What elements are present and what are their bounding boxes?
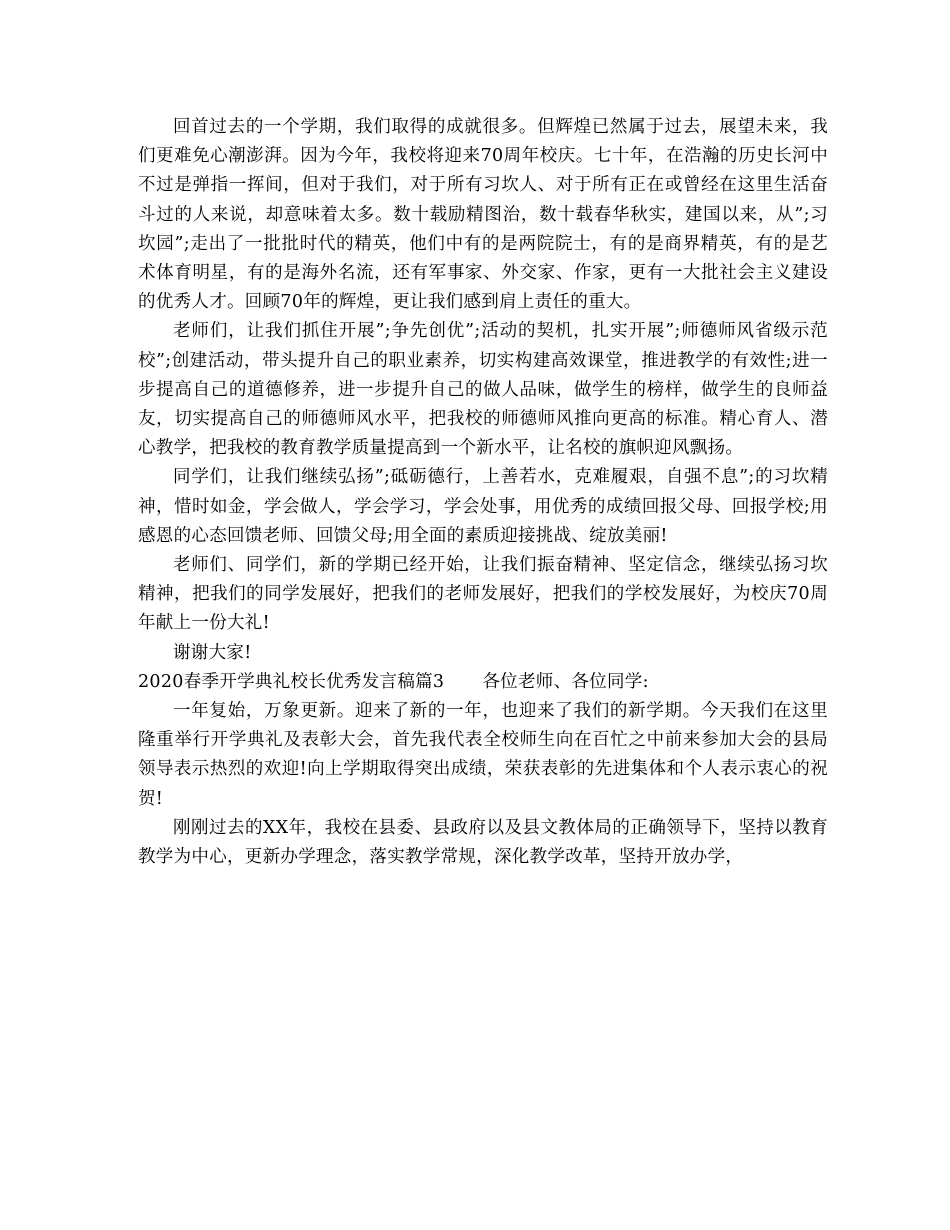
section-title: 2020春季开学典礼校长优秀发言稿篇3	[138, 671, 445, 692]
salutation: 各位老师、各位同学:	[482, 671, 649, 692]
paragraph-past-year: 刚刚过去的XX年，我校在县委、县政府以及县文教体局的正确领导下，坚持以教育教学为中心，更新办学理念，落实教学常规，深化教学改革，坚持开放办学，	[138, 817, 828, 868]
paragraph-new-term: 老师们、同学们，新的学期已经开始，让我们振奋精神、坚定信念，继续弘扬习坎精神，把我们的同学发展好，把我们的老师发展好，把我们的学校发展好，为校庆70周年献上一份大礼!	[138, 555, 828, 634]
paragraph-teachers-call: 老师们，让我们抓住开展”;争先创优”;活动的契机，扎实开展”;师德师风省级示范校”;创建活动，带头提升自己的职业素养，切实构建高效课堂，推进教学的有效性;进一步提高自己的道德修养，进一步提升自己的做人品味，做学生的榜样，做学生的良师益友，切实提高自己的师德师风水平，把我校的师德师风推向更高的标准。精心育人、潜心教学，把我校的教育教学质量提高到一个新水平，让名校的旗帜迎风飘扬。	[138, 321, 828, 459]
paragraph-achievements: 回首过去的一个学期，我们取得的成就很多。但辉煌已然属于过去，展望未来，我们更难免心潮澎湃。因为今年，我校将迎来70周年校庆。七十年，在浩瀚的历史长河中不过是弹指一挥间，但对于我们，对于所有习坎人、对于所有正在或曾经在这里生活奋斗过的人来说，却意味着太多。数十载励精图治，数十载春华秋实，建国以来，从”;习坎园”;走出了一批批时代的精英，他们中有的是两院院士，有的是商界精英，有的是艺术体育明星，有的是海外名流，还有军事家、外交家、作家，更有一大批社会主义建设的优秀人才。回顾70年的辉煌，更让我们感到肩上责任的重大。	[138, 117, 828, 313]
paragraph-thanks: 谢谢大家!	[173, 642, 252, 663]
section-heading-line	[138, 668, 828, 697]
paragraph-new-year: 一年复始，万象更新。迎来了新的一年，也迎来了我们的新学期。今天我们在这里隆重举行开学典礼及表彰大会，首先我代表全校师生向在百忙之中前来参加大会的县局领导表示热烈的欢迎!向上学期取得突出成绩，荣获表彰的先进集体和个人表示衷心的祝贺!	[138, 701, 828, 809]
document-body	[138, 113, 828, 872]
paragraph-students-call: 同学们，让我们继续弘扬”;砥砺德行，上善若水，克难履艰，自强不息”;的习坎精神，惜时如金，学会做人，学会学习，学会处事，用优秀的成绩回报父母、回报学校;用感恩的心态回馈老师、回馈父母;用全面的素质迎接挑战、绽放美丽!	[138, 467, 828, 546]
